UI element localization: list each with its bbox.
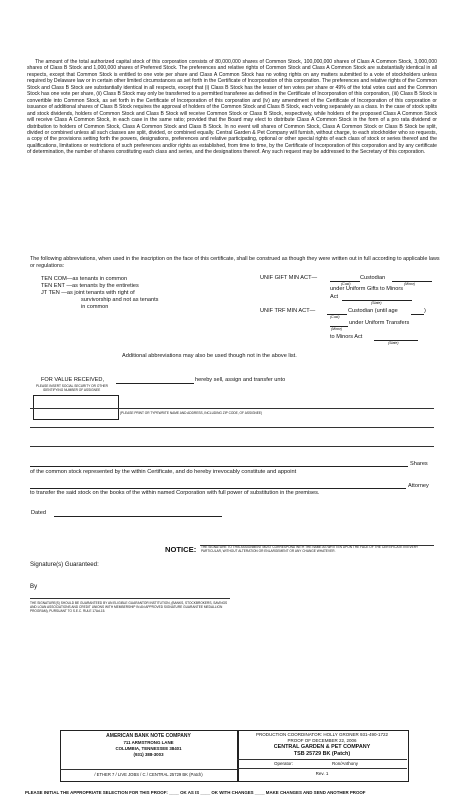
gift-state-caption: (State) — [371, 301, 382, 305]
under-transfers-label: under Uniform Transfers — [349, 320, 410, 326]
trf-cust-caption: (Cust) — [330, 315, 340, 319]
printer-phone: (931) 388-3003 — [133, 752, 164, 757]
assignor-blank[interactable] — [116, 383, 194, 384]
value-received-label: FOR VALUE RECEIVED, — [41, 377, 104, 383]
attorney-label: Attorney — [408, 483, 429, 489]
jt-ten-line-3: in common — [81, 304, 109, 310]
gift-act-label: Act — [330, 294, 339, 300]
gift-minor-caption: (Minor) — [404, 282, 416, 286]
printer-address-1: 711 ARMSTRONG LANE — [123, 740, 174, 745]
ten-com-line: TEN COM—as tenants in common — [41, 276, 128, 282]
job-path: / ETHER 7 / LIVE JOBS / C / CENTRAL 25729 BK (Patch) — [94, 772, 203, 777]
operator-label: Operator: — [274, 761, 294, 766]
proof-initial-instructions: PLEASE INITIAL THE APPROPRIATE SELECTION FOR THIS PROOF: ____ OK AS IS ____ OK WITH CHANGES ____ MAKE CHANGES AND SEND ANOTHER PROOF — [25, 790, 366, 795]
to-transfer-text: to transfer the said stock on the books of the within named Corporation with full power of substitution in the premises. — [30, 490, 320, 496]
trf-age-blank[interactable] — [411, 314, 424, 315]
to-minors-label: to Minors Act — [330, 334, 363, 340]
notice-text: THE SIGNATURE TO THIS ASSIGNMENT MUST CORRESPOND WITH THE NAME AS WRITTEN UPON THE FACE OF THE CERTIFICATE IN EVERY PARTICULAR, WITHOUT ALTERATION OR ENLARGEMENT OR ANY CHANGE WHATEVER. — [201, 545, 419, 553]
production-coordinator: PRODUCTION COORDINATOR: HOLLY GRONER 931-490-1722 — [256, 732, 388, 737]
stock-rights-paragraph: The amount of the total authorized capital stock of this corporation consists of 80,000,000 shares of Common Stock, 100,000,000 shares of Class A Common Stock, 3,000,000 shares of Class B Stock and 1,000,000 shares of Preferred Stock. The preferences and relative rights of Common Stock and Class A Common Stock are substantially identical in all respects, except that Common Stock is entitled to one vote per share and Class A Common Stock has no voting rights on any matters submitted to a vote of stockholders unless required by Delaware law or in certain other limited circumstances as set forth in the Certificate of Incorporation of this corporation. The preferences and relative rights of the Common Stock and Class B Stock are substantially identical in all respects, except that (i) Class B Stock has the lesser of ten votes per share or 49% of the total votes cast and the Common Stock has one vote per share, (ii) Class B Stock may only be transferred to a permitted transferee as defined in the Certificate of Incorporation of this corporation, (iii) Class B Stock is convertible into Common Stock, as set forth in the Certificate of Incorporation of this corporation and (iv) any amendment of the Certificate of Incorporation of this corporation or issuance of additional shares of Class B Stock requires the approval of holders of the Common Stock and Class B Stock, each voting separately as a class. In the case of stock splits and stock dividends, holders of Common Stock and Class B Stock will receive Common Stock or Class B Stock, respectively, while holders of the proposed Class A Common Stock will receive Class A Common Stock, in each case in the same ratio; provided that the Board may elect to distribute Class A Common Stock in the form of a pro rata dividend or distribution to holders of Common Stock, Class A Common Stock and Class B Stock. In no event will shares of Common Stock, Class A Common Stock or Class B Stock be split, divided or combined unless all such classes are split, divided, or combined equally. Central Garden & Pet Company will furnish, without charge, to each stockholder who so requests, a copy of the provisions setting forth the powers, designations, preferences and relative participating, optional or other special rights of each class of stock or series thereof and the qualifications, limitations or restrictions of such preferences and/or rights as established, from time to time, by the Certificate of Incorporation of this corporation and by any certificate of determination, the number of shares constituting each class and series, and the designations thereof. Any such request may be addressed to the Secretary of this corporation. — [27, 59, 437, 156]
unif-gift-label: UNIF GIFT MIN ACT— — [260, 275, 318, 281]
assignee-line-2[interactable] — [30, 427, 434, 428]
trf-minor-caption: (Minor) — [331, 327, 343, 331]
printer-company: AMERICAN BANK NOTE COMPANY — [106, 733, 191, 739]
ten-ent-line: TEN ENT —as tenants by the entireties — [41, 283, 139, 289]
dated-blank[interactable] — [54, 516, 222, 517]
notice-label: NOTICE: — [165, 545, 197, 554]
client-name: CENTRAL GARDEN & PET COMPANY — [273, 744, 371, 750]
print-name-caption: (PLEASE PRINT OR TYPEWRITE NAME AND ADDRESS, INCLUDING ZIP CODE, OF ASSIGNEE) — [120, 411, 263, 415]
ssn-caption-1: PLEASE INSERT SOCIAL SECURITY OR OTHER — [36, 384, 108, 388]
operator-name: Ron/Anthony — [332, 761, 359, 766]
assignee-line-3[interactable] — [30, 446, 434, 447]
printer-address-2: COLUMBIA, TENNESSEE 38401 — [115, 746, 182, 751]
guarantee-fine-print: THE SIGNATURE(S) SHOULD BE GUARANTEED BY AN ELIGIBLE GUARANTOR INSTITUTION, (BANKS, STOCKBROKERS, SAVINGS AND LOAN ASSOCIATIONS AND CREDIT UNIONS WITH MEMBERSHIP IN AN APPROVED SIGNATURE GUARANTEE MEDALLION PROGRAM), PURSUANT TO S.E.C. RULE 17Ad-15. — [30, 601, 228, 613]
shares-blank[interactable] — [30, 466, 408, 467]
trf-state-caption: (State) — [388, 341, 399, 345]
attorney-blank[interactable] — [30, 488, 406, 489]
assignee-line-1[interactable] — [30, 408, 434, 409]
trf-custodian-label: Custodian (until age — [348, 308, 398, 314]
jt-ten-line-2: survivorship and not as tenants — [81, 297, 159, 303]
hereby-transfer-label: hereby sell, assign and transfer unto — [195, 377, 286, 383]
by-label: By — [30, 583, 38, 590]
gift-cust-caption: (Cust) — [341, 282, 351, 286]
common-stock-text: of the common stock represented by the within Certificate, and do hereby irrevocably constitute and appoint — [30, 469, 297, 475]
shares-label: Shares — [410, 461, 428, 467]
jt-ten-line: JT TEN —as joint tenants with right of — [41, 290, 135, 296]
gift-custodian-label: Custodian — [360, 275, 386, 281]
proof-date: PROOF OF DECEMBER 22, 2006 — [287, 738, 357, 743]
revision: Rev. 1 — [315, 771, 329, 776]
tsb-number: TSB 25729 BK (Patch) — [293, 751, 351, 757]
signature-guaranteed-label: Signature(s) Guaranteed: — [30, 561, 99, 568]
unif-trf-label: UNIF TRF MIN ACT— — [260, 308, 316, 314]
under-gifts-label: under Uniform Gifts to Minors — [330, 286, 404, 292]
dated-label: Dated — [31, 510, 46, 516]
guarantor-line[interactable] — [30, 598, 230, 599]
abbreviations-intro: The following abbreviations, when used in the inscription on the face of this certificate, shall be construed as though they were written out in full according to applicable laws or regulations: — [30, 256, 440, 269]
ssn-caption-2: IDENTIFYING NUMBER OF ASSIGNEE — [43, 388, 101, 392]
additional-abbreviations: Additional abbreviations may also be used though not in the above list. — [122, 353, 297, 359]
